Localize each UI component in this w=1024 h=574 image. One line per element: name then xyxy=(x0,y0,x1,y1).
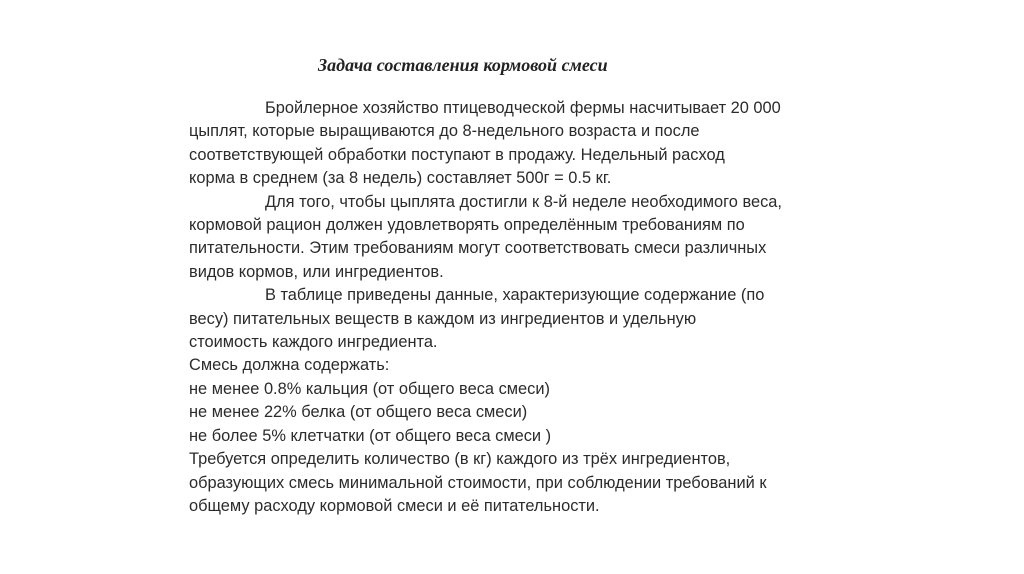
text-line: стоимость каждого ингредиента. xyxy=(189,333,438,352)
text-line: В таблице приведены данные, характеризующие содержание (по xyxy=(265,286,765,305)
slide-body xyxy=(189,97,889,518)
text-line: кормовой рацион должен удовлетворять определённым требованиям по xyxy=(189,216,745,235)
text-line: цыплят, которые выращиваются до 8-недельного возраста и после xyxy=(189,122,700,141)
text-line: Для того, чтобы цыплята достигли к 8-й неделе необходимого веса, xyxy=(265,192,782,211)
text-line: образующих смесь минимальной стоимости, при соблюдении требований к xyxy=(189,473,767,492)
text-line: Требуется определить количество (в кг) каждого из трёх ингредиентов, xyxy=(189,450,731,469)
text-line: Смесь должна содержать: xyxy=(189,356,390,375)
text-line: питательности. Этим требованиям могут соответствовать смеси различных xyxy=(189,239,767,258)
text-line: не менее 22% белка (от общего веса смеси) xyxy=(189,403,528,422)
text-line: Бройлерное хозяйство птицеводческой фермы насчитывает 20 000 xyxy=(265,99,781,117)
slide-title: Задача составления кормовой смеси xyxy=(318,55,608,75)
text-line: корма в среднем (за 8 недель) составляет 500г = 0.5 кг. xyxy=(189,169,612,188)
text-line: не более 5% клетчатки (от общего веса смеси ) xyxy=(189,426,552,445)
text-line: видов кормов, или ингредиентов. xyxy=(189,262,444,281)
text-line: не менее 0.8% кальция (от общего веса смеси) xyxy=(189,379,550,398)
text-line: весу) питательных веществ в каждом из ингредиентов и удельную xyxy=(189,309,697,328)
text-line: общему расходу кормовой смеси и её питательности. xyxy=(189,496,600,515)
text-line: соответствующей обработки поступают в продажу. Недельный расход xyxy=(189,145,725,164)
